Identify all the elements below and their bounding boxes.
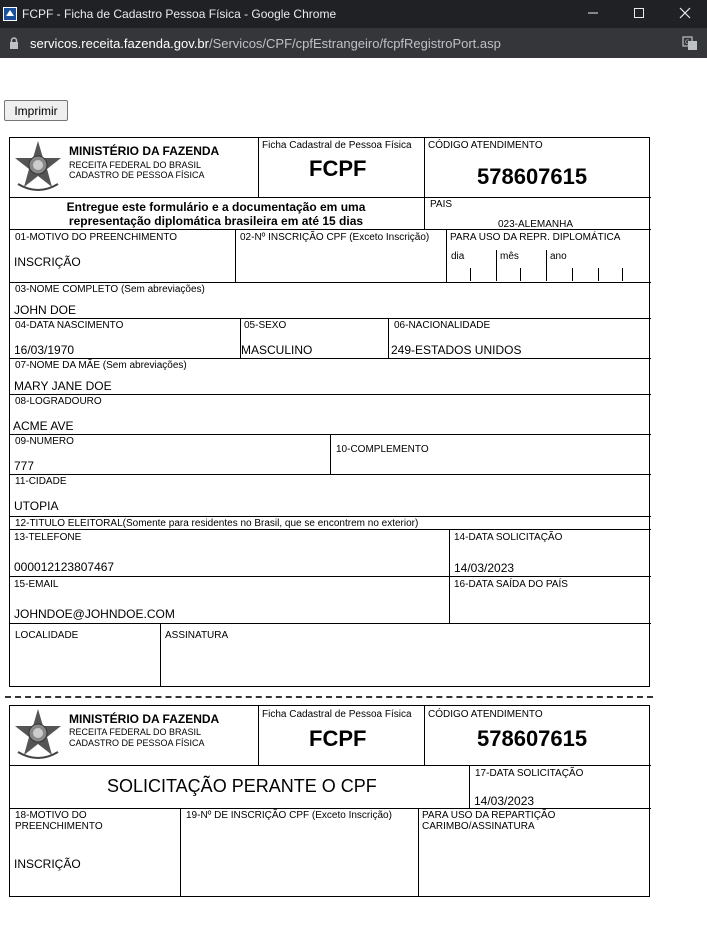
divider (10, 318, 651, 319)
numero-value[interactable]: 777 (14, 459, 35, 473)
divider (10, 516, 651, 517)
divider (235, 230, 236, 282)
reparticao-label: PARA USO DA REPARTIÇÃO (422, 810, 556, 821)
date-tick (496, 250, 497, 281)
receita-favicon-icon (3, 7, 17, 21)
nascimento-label: 04-DATA NASCIMENTO (15, 320, 124, 331)
address-bar[interactable] (0, 28, 707, 58)
divider (10, 623, 651, 624)
pais-value: 023-ALEMANHA (498, 219, 574, 230)
date-tick (598, 268, 599, 281)
window-title: FCPF - Ficha de Cadastro Pessoa Física - Google Chrome (22, 7, 337, 21)
email-label: 15-EMAIL (14, 579, 59, 590)
divider (388, 318, 389, 358)
receipt-motivo-label: 18-MOTIVO DO (15, 810, 87, 821)
cidade-value[interactable]: UTOPIA (14, 499, 59, 513)
complemento-label: 10-COMPLEMENTO (336, 444, 429, 455)
nome-value[interactable]: JOHN DOE (14, 303, 77, 317)
divider (10, 474, 651, 475)
mes-label: mês (500, 251, 519, 262)
agency-name: RECEITA FEDERAL DO BRASIL (69, 727, 202, 737)
lock-icon (8, 37, 20, 49)
receipt-solicitacao-value[interactable]: 14/03/2023 (474, 794, 535, 808)
ministry-title: MINISTÉRIO DA FAZENDA (69, 712, 220, 726)
nascimento-value[interactable]: 16/03/1970 (14, 343, 75, 357)
form-code: FCPF (309, 726, 367, 751)
codigo-label: CÓDIGO ATENDIMENTO (428, 709, 543, 720)
codigo-value: 578607615 (477, 164, 588, 189)
brazil-coat-of-arms-icon (12, 708, 64, 762)
ano-label: ano (550, 251, 567, 262)
divider (424, 706, 425, 765)
divider (469, 765, 470, 808)
receipt-title: SOLICITAÇÃO PERANTE O CPF (107, 776, 377, 796)
logradouro-label: 08-LOGRADOURO (15, 396, 102, 407)
receipt-solicitacao-label: 17-DATA SOLICITAÇÃO (475, 768, 584, 779)
divider (258, 706, 259, 765)
date-tick (546, 250, 547, 281)
brazil-coat-of-arms-icon (12, 140, 64, 194)
cidade-label: 11-CIDADE (15, 476, 67, 487)
solicitacao-value[interactable]: 14/03/2023 (454, 561, 515, 575)
divider (446, 230, 447, 282)
codigo-value: 578607615 (477, 726, 588, 751)
receipt-inscricao-label: 19-Nº DE INSCRIÇÃO CPF (Exceto Inscrição) (186, 810, 392, 821)
nacionalidade-value[interactable]: 249-ESTADOS UNIDOS (391, 343, 522, 357)
cut-line (5, 696, 653, 698)
assinatura-label: ASSINATURA (165, 630, 229, 641)
date-tick (520, 268, 521, 281)
saida-label: 16-DATA SAÍDA DO PAÍS (454, 579, 568, 590)
divider (258, 138, 259, 198)
agency-name: RECEITA FEDERAL DO BRASIL (69, 160, 202, 170)
codigo-label: CÓDIGO ATENDIMENTO (428, 140, 543, 151)
divider (10, 808, 651, 809)
translate-icon[interactable] (682, 35, 698, 51)
email-value[interactable]: JOHNDOE@JOHNDOE.COM (14, 607, 175, 621)
mae-value[interactable]: MARY JANE DOE (14, 379, 112, 393)
print-button[interactable]: Imprimir (4, 100, 68, 121)
url-path: /Servicos/CPF/cpfEstrangeiro/fcpfRegistroPort.asp (208, 36, 501, 51)
divider (330, 434, 331, 474)
dia-label: dia (451, 251, 465, 262)
motivo-label: 01-MOTIVO DO PREENCHIMENTO (15, 232, 178, 243)
solicitacao-label: 14-DATA SOLICITAÇÃO (454, 532, 563, 543)
divider (10, 229, 651, 230)
divider (10, 394, 651, 395)
numero-label: 09-NUMERO (15, 436, 74, 447)
divider (418, 808, 419, 897)
maximize-icon[interactable] (628, 3, 650, 25)
window-titlebar (0, 0, 707, 28)
logradouro-value[interactable]: ACME AVE (13, 419, 74, 433)
receipt-motivo-value[interactable]: INSCRIÇÃO (14, 857, 81, 871)
close-icon[interactable] (674, 3, 696, 25)
nacionalidade-label: 06-NACIONALIDADE (394, 320, 491, 331)
divider (424, 138, 425, 230)
nome-label: 03-NOME COMPLETO (Sem abreviações) (15, 284, 205, 295)
localidade-label: LOCALIDADE (15, 630, 79, 641)
url-domain: servicos.receita.fazenda.gov.br (30, 36, 209, 51)
url-text[interactable] (30, 36, 501, 51)
svg-text:G: G (685, 39, 690, 46)
minimize-icon[interactable] (582, 3, 604, 25)
divider (10, 765, 651, 766)
carimbo-label: CARIMBO/ASSINATURA (422, 821, 535, 832)
form-code: FCPF (309, 156, 367, 181)
divider (180, 808, 181, 897)
mae-label: 07-NOME DA MÃE (Sem abreviações) (15, 360, 187, 371)
divider (160, 623, 161, 686)
registry-name: CADASTRO DE PESSOA FÍSICA (69, 738, 205, 748)
divider (10, 358, 651, 359)
sexo-value[interactable]: MASCULINO (241, 343, 313, 357)
ficha-label: Ficha Cadastral de Pessoa Física (262, 709, 412, 720)
telefone-value[interactable]: 000012123807467 (14, 560, 115, 574)
sexo-label: 05-SEXO (244, 320, 287, 331)
uso-diplomatica-label: PARA USO DA REPR. DIPLOMÁTICA (450, 232, 621, 243)
divider (10, 197, 651, 198)
motivo-value[interactable]: INSCRIÇÃO (14, 255, 81, 269)
inscricao-label: 02-Nº INSCRIÇÃO CPF (Exceto Inscrição) (240, 232, 430, 243)
titulo-label: 12-TITULO ELEITORAL(Somente para residentes no Brasil, que se encontrem no exterior) (15, 518, 419, 529)
ficha-label: Ficha Cadastral de Pessoa Física (262, 140, 412, 151)
ministry-title: MINISTÉRIO DA FAZENDA (69, 144, 220, 158)
pais-label: PAIS (430, 199, 453, 210)
receipt-motivo-label-2: PREENCHIMENTO (15, 821, 103, 832)
date-tick (572, 268, 573, 281)
registry-name: CADASTRO DE PESSOA FÍSICA (69, 170, 205, 180)
divider (10, 576, 651, 577)
date-tick (470, 268, 471, 281)
telefone-label: 13-TELEFONE (14, 532, 82, 543)
fcpf-form (9, 137, 650, 687)
date-tick (622, 268, 623, 281)
divider (10, 529, 651, 530)
fcpf-receipt (9, 705, 650, 897)
divider (10, 282, 651, 283)
instruction-text: Entregue este formulário e a documentação em uma representação diplomática brasileira em até 15 dias (66, 200, 366, 228)
